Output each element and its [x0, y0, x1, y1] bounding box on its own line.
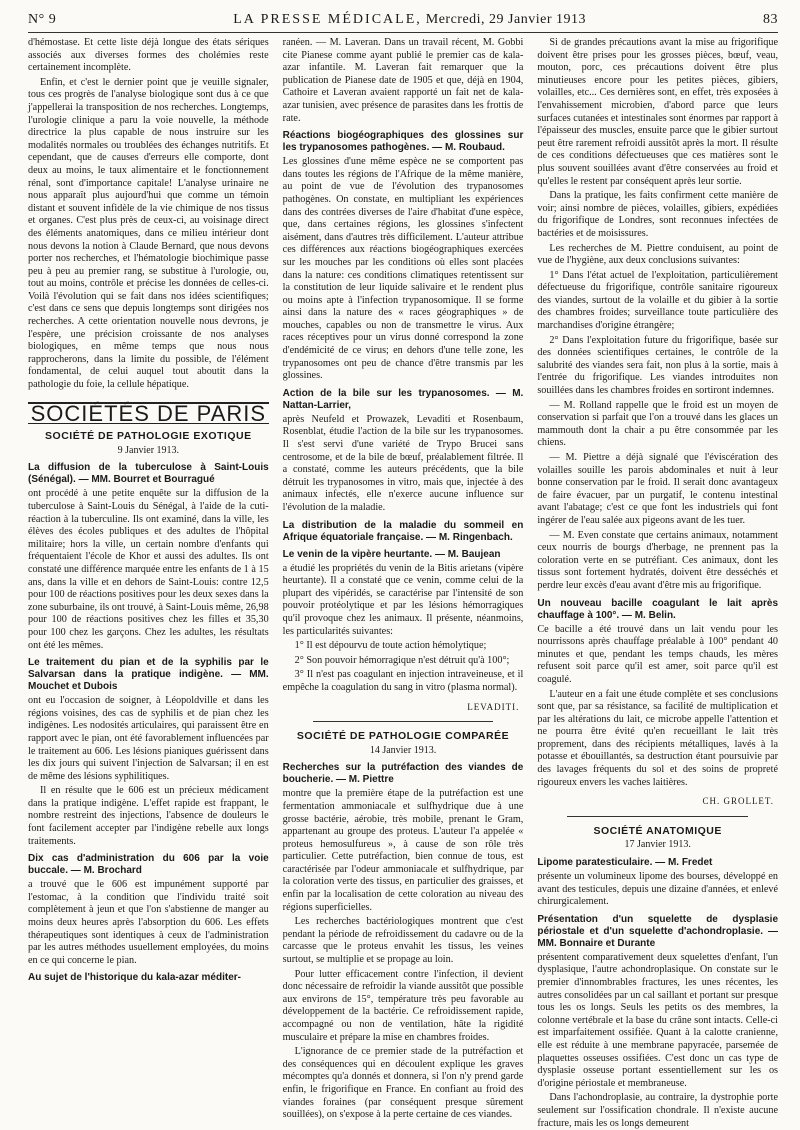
article-heading: Recherches sur la putréfaction des viandes de boucherie. — M. Piettre	[282, 762, 524, 786]
issue-date: Mercredi, 29 Janvier 1913	[425, 12, 586, 27]
article-body: Les glossines d'une même espèce ne se comportent pas dans toutes les régions de l'Afrique de la même manière, au point de vue de l'évolution des trypanosomes pathogènes. On constate, en multipliant les expériences dans des contrées diverses de l'aire d'habitat d'une espèce, que, dans certaines régions, les glossines s'infectent aisément, dans d'autres très difficilement. L'auteur attribue ces différences aux réactions biogéographiques exercées sur les mouches par les conditions où elles sont placées dans la nature: ces conditions climatiques retentissent sur la constitution de leur liquide salivaire et le rendent plus ou moins apte à l'infection trypanosomique. Il se forme ainsi dans la nature des « races géographiques » de mouches, capables ou non de transmettre le virus. Aux races réceptives pour un virus donné correspond la zone d'endémicité de ce virus; en dehors d'une telle zone, les trypanosomes ont peu de chance d'être transmis par les glossines.	[282, 156, 524, 382]
article-heading: Au sujet de l'historique du kala-azar méditer-	[28, 972, 241, 984]
society-heading: SOCIÉTÉ ANATOMIQUE	[593, 824, 722, 837]
author-signature: LEVADITI.	[467, 701, 520, 712]
article-body: présentent comparativement deux squelettes d'enfant, l'un dysplasique, l'autre achondroplasique. On constate sur le premier d'innombrables fractures, les unes récentes, les autres consolidées par un cal saillant et portant sur presque tous les os longs. Seuls les petits os des membres, la colonne vertébrale et la base du crâne sont intacts. Celle-ci est imparfaitement ossifiée. Quant à la calotte cranienne, elle est réduite à une membrane papyracée, parsemée de plaquettes osseuses ossifiées. C'est donc un cas type de dysplasie osseuse portant essentiellement sur les os d'origine périostale et membraneuse.	[537, 951, 779, 1089]
article-body: L'auteur en a fait une étude complète et ses conclusions sont que, par sa résistance, sa facilité de multiplication et par les altérations du lait, ce microbe appelle l'attention et ne pourra être évité qu'en recueillant le lait très proprement, dans des récipients métalliques, lavés à la potasse et ébouillantés, sa destruction étant poursuivie par des lavages fréquents du sol et des soins de propreté rigoureux envers les vaches laitières.	[537, 688, 779, 788]
article-body: Dans la pratique, les faits confirment cette manière de voir; ainsi nombre de pièces, volailles, gibiers, expédiées du frigorifique de Londres, sont reconnues infectées de bactéries et de moisissures.	[537, 190, 779, 239]
page-header	[28, 12, 778, 33]
paragraph: Enfin, et c'est le dernier point que je veuille signaler, tous ces progrès de l'analyse biologique sont dus à ce que j'appellerai la transposition de nos recherches. Longtemps, l'urologie clinique a paru la voie nouvelle, la méthode directrice la plus capable de nous instruire sur les modalités normales ou troublées des échanges nutritifs. Et cependant, que de causes d'erreurs elle comporte, dont deux au moins, le taux alimentaire et le fonctionnement rénal, sont d'importance capitale! L'analyse urinaire ne nous apparaît plus aujourd'hui que comme un témoin distant et souvent infidèle de la vie chimique de nos tissus et organes. C'est plus près de ceux-ci, au voisinage direct des éléments anatomiques, dans ce milieu intérieur dont nous devons la notion à Claude Bernard, que nous devons porter nos recherches, et l'hématologie biochimique passe peu à peu au premier rang, se substitue à l'urologie, ou, tout au moins, contrôle et précise les données de celles-ci. Voilà l'évolution qui se fait dans nos idées scientifiques; c'est dans ce sens que depuis longtemps sont dirigées nos recherches. A cette orientation nouvelle nous devrons, je l'espère, une précision croissante de nos analyses biologiques, en même temps que nous nous rapprocherons, dans la limite du possible, de l'élément fondamental, de celui auquel tout aboutit dans la pathologie du foie, la cellule hépatique.	[28, 76, 269, 391]
text-columns	[28, 37, 779, 1129]
society-heading: SOCIÉTÉ DE PATHOLOGIE EXOTIQUE	[45, 430, 252, 443]
article-body: présente un volumineux lipome des bourses, développé en avant des testicules, depuis une dizaine d'années, et enlevé chirurgicalement.	[537, 871, 779, 908]
column-2	[282, 37, 524, 1121]
session-date: 17 Janvier 1913.	[624, 839, 691, 851]
article-body: Les recherches bactériologiques montrent que c'est pendant la période de refroidissement du cadavre ou de la carcasse que le proteus envahit les tissus, les veines surtout, se multiplie et se propage au loin.	[282, 916, 524, 966]
article-heading: Le traitement du pian et de la syphilis par le Salvarsan dans la pratique indigène. — MM. Mouchet et Dubois	[28, 657, 269, 693]
article-body: — M. Rolland rappelle que le froid est un moyen de conservation si parfait que l'on a trouvé dans les glaces un mammouth dont la chair a pu être consommée par les chiens.	[537, 399, 779, 449]
article-body: ont procédé à une petite enquête sur la diffusion de la tuberculose à Saint-Louis du Sénégal, à l'aide de la cuti-réaction à la tuberculine. Ils ont examiné, dans la ville, les élèves des écoles publiques et des adultes de l'hôpital militaire; hors la ville, un certain nombre d'enfants qui fréquentaient l'école de Khor et aussi des adultes. Ils ont constaté une différence marquée entre les enfants de 1 à 15 ans, dans la ville et en dehors de Saint-Louis: contre 12,5 pour 100 de réactions positives pour les deux sexes dans la zone suburbaine, ils ont trouvé, à Saint-Louis même, 26,98 pour 100 de réactions positives chez les filles et 35,30 pour 100 chez les garçons. Chez les adultes, les résultats ont été les mêmes.	[28, 488, 269, 651]
article-body: Pour lutter efficacement contre l'infection, il devient donc nécessaire de refroidir la viande aussitôt que possible aux environs de 15°, température très peu favorable au développement de la bactérie. Ce refroidissement rapide, accompagné ou non de ventilation, hâte la rigidité musculaire et prépare la mise en chambres froides.	[282, 968, 524, 1043]
session-date: 14 Janvier 1913.	[369, 744, 437, 756]
paragraph: d'hémostase. Et cette liste déjà longue des états sériques associés aux diverses formes des cholémies reste certainement incomplète.	[28, 37, 269, 74]
section-banner: SOCIÉTÉS DE PARIS	[28, 402, 269, 425]
society-heading: SOCIÉTÉ DE PATHOLOGIE COMPARÉE	[296, 730, 510, 743]
article-body: montre que la première étape de la putréfaction est une fermentation ammoniacale et sulfhydrique due à une grosse bactérie, aérobie, très mobile, prenant le Gram, appartenant au groupe des proteus. L'auteur l'a appelée « proteus hemosulfureus », à cause de son rôle très particulier. Cette putréfaction, bien connue de tous, est caractérisée par l'odeur ammoniacale et sulfhydrique, par la coloration verte des tissus, en particulier des graisses, et enfin par la localisation de cette coloration au niveau des régions superficielles.	[282, 788, 524, 913]
article-body: Si de grandes précautions avant la mise au frigorifique doivent être prises pour les grosses pièces, bœuf, veau, mouton, porc, ces précautions doivent être plus minutieuses encore pour les petites pièces, gibiers, volailles, etc... Ces dernières sont, en effet, très exposées à l'envahissement microbien, d'abord parce que leurs surfaces cutanées et intestinales sont énormes par rapport à l'épaisseur des muscles, ensuite parce que le gibier surtout peut être rarement refroidi aussitôt après la mort. Il résulte de ces conditions défectueuses que ces matières sont le plus souvent souillées avant d'être conservées au froid et qu'elles le restent par conséquent après leur sortie.	[537, 37, 779, 187]
list-item: 1° Il est dépourvu de toute action hémolytique;	[294, 640, 487, 652]
column-1	[28, 37, 269, 1067]
article-body: Les recherches de M. Piettre conduisent, au point de vue de l'hygiène, aux deux conclusions suivantes:	[537, 242, 779, 267]
article-heading: Action de la bile sur les trypanosomes. — M. Nattan-Larrier,	[282, 387, 524, 411]
article-body: après Neufeld et Prowazek, Levaditi et Rosenbaum, Rosenblat, étudie l'action de la bile sur les trypanosomes. Il s'est servi d'une variété de Trypo Brucei sans centrosome, et de la bile de bœuf, préalablement filtrée. Il a constaté, comme les auteurs précédents, que la bile détruit les trypanosomes in vitro, mais que, injectée à des animaux infectés, elle n'exerce aucune influence sur l'évolution de la maladie.	[282, 413, 524, 513]
article-body: Ce bacille a été trouvé dans un lait vendu pour les nourrissons après chauffage préalable à 100° pendant 40 minutes et que, pendant les temps chauds, les mères refusent soit parce qu'il est amer, soit parce qu'il est coagulé.	[537, 623, 779, 685]
article-heading: La distribution de la maladie du sommeil en Afrique équatoriale française. — M. Ringenbach.	[282, 519, 524, 543]
page-number: 83	[763, 12, 778, 27]
article-body: Dans l'achondroplasie, au contraire, la dystrophie porte seulement sur l'ossification chondrale. Il n'existe aucune fracture, mais les os longs demeurent	[537, 1092, 779, 1129]
article-heading: Lipome paratesticulaire. — M. Fredet	[537, 857, 713, 869]
list-item: 2° Dans l'exploitation future du frigorifique, basée sur des données scientifiques certaines, le contrôle de la salubrité des viandes sera fait, non plus à la sortie, mais à l'entrée du frigorifique. Les viandes introduites non souillées dans les chambres froides en sortiront indemnes.	[537, 334, 779, 397]
article-heading: Réactions biogéographiques des glossines sur les trypanosomes pathogènes. — M. Roubaud.	[282, 130, 524, 154]
article-body: a trouvé que le 606 est impunément supporté par l'estomac, à la condition que l'individu traité soit complètement à jeun et que l'on s'abstienne de manger au moins deux heures après l'absorption du 606. Les effets thérapeutiques sont identiques à ceux de l'administration par les autres méthodes usuellement employées, du moins en ce qui concerne le pian.	[28, 879, 269, 966]
article-body: ranéen. — M. Laveran. Dans un travail récent, M. Gobbi cite Pianese comme ayant publié le premier cas de kala-azar infantile. M. Laveran fait remarquer que la publication de Pianese date de 1905 et que, déjà en 1904, Cathoire et Laveran avaient rapporté un fait net de kala-azar tunisien, avec présence de parasites dans les frottis de rate.	[282, 37, 524, 124]
article-heading: Dix cas d'administration du 606 par la voie buccale. — M. Brochard	[28, 853, 269, 877]
list-item: 3° Il n'est pas coagulant en injection intraveineuse, et il empêche la coagulation du sang in vitro (plasma normal).	[282, 669, 524, 693]
article-body: — M. Even constate que certains animaux, notamment ceux nourris de bourgs d'herbage, ne prennent pas la coloration verte en se putréfiant. Ces animaux, dont les tissus sont fortement hydratés, doivent être desséchés et perdre leur excès d'eau avant d'être mis au frigorifique.	[537, 529, 779, 591]
article-body: L'ignorance de ce premier stade de la putréfaction et des conséquences qui en découlent explique les graves mécomptes qu'a donnés et donnera, si l'on n'y prend garde enfin, le frigorifique en France. En confiant au froid des viandes foraines (par conséquent presque sûrement souillées), on s'expose à la perte certaine de ces viandes.	[282, 1046, 524, 1121]
author-signature: CH. GROLLET.	[702, 796, 775, 807]
masthead-line	[233, 12, 586, 28]
article-heading: Présentation d'un squelette de dysplasie périostale et d'un squelette d'achondroplasie. — MM. Bonnaire et Durante	[537, 913, 779, 949]
column-3	[537, 37, 779, 1129]
article-body: Il en résulte que le 606 est un précieux médicament dans la pratique indigène. L'effet rapide est frappant, le nombre restreint des injections, l'absence de douleurs le font facilement accepter par l'indigène rebelle aux longs traitements.	[28, 785, 269, 847]
article-body: — M. Piettre a déjà signalé que l'éviscération des volailles souille les parois abdominales et nuit à leur bonne conservation par le froid. Il serait donc avantageux de faire évacuer, par un purgatif, le contenu intestinal avant l'abatage; c'est ce que font les industriels qui font ingérer de l'eau salée aux pigeons avant de les tuer.	[537, 452, 779, 526]
session-date: 9 Janvier 1913.	[117, 444, 180, 456]
article-body: a étudié les propriétés du venin de la Bitis arietans (vipère heurtante). Il a constaté que ce venin, comme celui de la plupart des vipéridés, se caractérise par l'intensité de son pouvoir protéolytique et par les lésions hémorragiques qu'il provoque chez les animaux. Il présente, néanmoins, les particularités suivantes:	[282, 562, 524, 637]
article-heading: La diffusion de la tuberculose à Saint-Louis (Sénégal). — MM. Bourret et Bourragué	[28, 462, 269, 486]
article-body: ont eu l'occasion de soigner, à Léopoldville et dans les régions voisines, des cas de syphilis et de pian chez les indigènes. Les nodosités articulaires, qui paraissent être en rapport avec le pian, ont été favorablement influencées par le traitement au 606. Les lésions pianiques guérissent dans les dix jours qui suivent l'injection de Salvarsan; il en est de même des lésions syphilitiques.	[28, 695, 269, 782]
article-heading: Le venin de la vipère heurtante. — M. Baujean	[282, 548, 501, 560]
divider	[567, 816, 748, 817]
issue-number: N° 9	[28, 12, 57, 27]
journal-title: LA PRESSE MÉDICALE,	[233, 12, 422, 27]
divider	[313, 721, 494, 722]
article-heading: Un nouveau bacille coagulant le lait après chauffage à 100°. — M. Belin.	[537, 597, 779, 621]
list-item: 2° Son pouvoir hémorragique n'est détruit qu'à 100°;	[294, 654, 510, 666]
list-item: 1° Dans l'état actuel de l'exploitation, particulièrement défectueuse du frigorifique, contrôle sanitaire rigoureux des viandes, surtout de la volaille et du gibier à la sortie des chambres froides; surveillance toute particulière des marchandises d'origine étrangère;	[537, 269, 779, 332]
